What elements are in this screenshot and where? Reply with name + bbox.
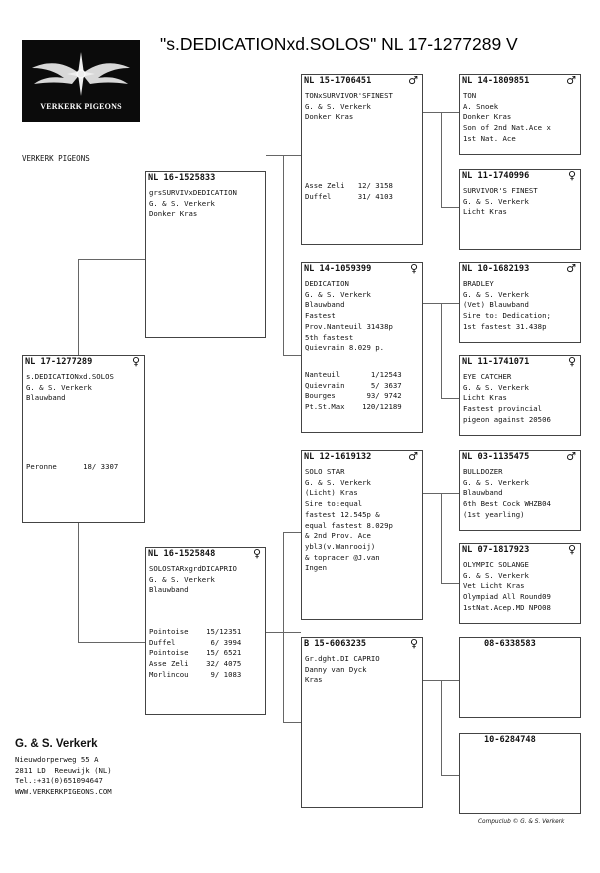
ring-number: B 15-6063235	[304, 639, 367, 649]
subject-card	[22, 355, 145, 523]
text-line: grsSURVIVxDEDICATION	[149, 188, 237, 197]
text-line: Ingen	[305, 563, 327, 573]
ring-number: NL 14-1059399	[304, 264, 372, 274]
connector	[441, 583, 459, 584]
text-line: SOLOSTARxgrdDICAPRIO	[149, 564, 237, 573]
text-line: Bourges 93/ 9742	[305, 391, 402, 401]
pigeon-details	[305, 654, 420, 686]
text-line: 1st fastest 31.438p	[463, 321, 547, 331]
text-line: G. & S. Verkerk	[149, 574, 215, 584]
connector	[441, 398, 459, 399]
text-line: Donker Kras	[149, 209, 198, 219]
text-line: Pointoise 15/ 6521	[149, 648, 242, 658]
connector	[78, 522, 79, 642]
race-results	[26, 462, 142, 473]
text-line: G. & S. Verkerk	[149, 198, 215, 208]
sex-icon: ♀	[567, 543, 576, 556]
card-header	[148, 173, 263, 183]
ggp-card	[459, 169, 581, 250]
breeder-phone: Tel.:+31(0)651094647	[15, 776, 103, 785]
connector	[283, 532, 284, 722]
ring-number: 10-6284748	[484, 735, 536, 745]
ring-number: NL 07-1817923	[462, 545, 530, 555]
text-line: A. Snoek	[463, 101, 499, 111]
card-header	[148, 549, 263, 559]
card-header	[462, 171, 578, 181]
text-line: SOLO STAR	[305, 467, 345, 476]
text-line: G. & S. Verkerk	[463, 382, 529, 392]
text-line: OLYMPIC SOLANGE	[463, 560, 529, 569]
text-line: Fastest	[305, 311, 336, 321]
race-results	[305, 181, 420, 202]
card-header	[462, 545, 578, 555]
connector	[78, 259, 79, 357]
text-line: ybl3(v.Wanrooij)	[305, 541, 376, 551]
text-line: G. & S. Verkerk	[463, 570, 529, 580]
text-line: Sire to: Dedication;	[463, 311, 551, 321]
breeder-address: Nieuwdorperweg 55 A	[15, 755, 99, 764]
ring-number: NL 15-1706451	[304, 76, 372, 86]
text-line: DEDICATION	[305, 279, 349, 288]
text-line: Donker Kras	[305, 112, 354, 122]
ggp-card	[459, 543, 581, 624]
text-line: Duffel 6/ 3994	[149, 637, 242, 647]
text-line: Quievrain 8.029 p.	[305, 343, 385, 353]
pigeon-details	[463, 467, 578, 521]
text-line: 5th fastest	[305, 332, 354, 342]
text-line: Pointoise 15/12351	[149, 627, 242, 636]
text-line: Sire to:equal	[305, 499, 363, 509]
text-line: G. & S. Verkerk	[463, 289, 529, 299]
card-header	[304, 452, 420, 462]
ring-number: NL 03-1135475	[462, 452, 530, 462]
text-line: Morlincou 9/ 1083	[149, 669, 242, 679]
loft-label: VERKERK PIGEONS	[22, 154, 90, 163]
card-header	[462, 452, 578, 462]
logo-text: VERKERK PIGEONS	[40, 102, 122, 111]
text-line: 6th Best Cock WHZB04	[463, 499, 551, 509]
pigeon-details	[463, 372, 578, 426]
text-line: fastest 12.545p &	[305, 509, 380, 519]
ggp-card	[459, 733, 581, 814]
card-header	[304, 639, 420, 649]
sex-icon: ♀	[409, 637, 418, 650]
pigeon-details	[463, 186, 578, 218]
footer-credit: Compuclub © G. & S. Verkerk	[478, 819, 565, 825]
card-header	[462, 76, 578, 86]
card-header	[304, 76, 420, 86]
pigeon-details	[463, 279, 578, 333]
text-line: Blauwband	[463, 488, 503, 498]
connector	[441, 207, 459, 208]
text-line: Peronne 18/ 3307	[26, 462, 119, 471]
pigeon-details	[149, 188, 263, 220]
text-line: Vet Licht Kras	[463, 581, 525, 591]
ggp-card	[459, 355, 581, 436]
race-results	[305, 370, 420, 413]
text-line: Licht Kras	[463, 393, 507, 403]
ring-number: NL 11-1741071	[462, 357, 530, 367]
connector	[78, 642, 145, 643]
breeder-name: G. & S. Verkerk	[15, 738, 98, 750]
sire-card	[145, 171, 266, 338]
ring-number: NL 16-1525833	[148, 173, 216, 183]
text-line: G. & S. Verkerk	[305, 289, 371, 299]
text-line: Danny van Dyck	[305, 664, 367, 674]
sex-icon: ♂	[566, 450, 576, 463]
ring-number: NL 17-1277289	[25, 357, 93, 367]
pigeon-details	[305, 91, 420, 123]
ring-number: NL 12-1619132	[304, 452, 372, 462]
ring-number: NL 11-1740996	[462, 171, 530, 181]
text-line: G. & S. Verkerk	[463, 477, 529, 487]
text-line: TONxSURVIVOR'SFINEST	[305, 91, 393, 100]
text-line: Olympiad All Round09	[463, 592, 551, 602]
sex-icon: ♀	[131, 355, 140, 368]
dam-sire-card	[301, 450, 423, 620]
card-header	[484, 735, 578, 745]
text-line: G. & S. Verkerk	[305, 477, 371, 487]
ring-number: NL 16-1525848	[148, 549, 216, 559]
card-header	[304, 264, 420, 274]
text-line: s.DEDICATIONxd.SOLOS	[26, 372, 114, 381]
pigeon-details	[463, 91, 578, 145]
connector	[283, 355, 301, 356]
connector	[441, 775, 459, 776]
text-line: 1stNat.Acep.MD NPO08	[463, 602, 551, 612]
ggp-card	[459, 74, 581, 155]
text-line: (Vet) Blauwband	[463, 300, 529, 310]
text-line: G. & S. Verkerk	[463, 196, 529, 206]
card-header	[462, 357, 578, 367]
page-title: "s.DEDICATIONxd.SOLOS" NL 17-1277289 V	[160, 34, 518, 54]
text-line: BRADLEY	[463, 279, 494, 288]
text-line: & 2nd Prov. Ace	[305, 531, 371, 541]
pigeon-details	[305, 279, 420, 354]
connector	[283, 155, 284, 355]
text-line: Quievrain 5/ 3637	[305, 380, 402, 390]
text-line: Pt.St.Max 120/12189	[305, 402, 402, 412]
text-line: Kras	[305, 675, 323, 685]
sex-icon: ♂	[408, 74, 418, 87]
card-header	[25, 357, 142, 367]
connector	[283, 532, 301, 533]
sire-sire-card	[301, 74, 423, 245]
text-line: EYE CATCHER	[463, 372, 512, 381]
sex-icon: ♀	[409, 262, 418, 275]
ggp-card	[459, 262, 581, 343]
sex-icon: ♂	[566, 262, 576, 275]
text-line: equal fastest 8.029p	[305, 520, 393, 530]
sire-dam-card	[301, 262, 423, 433]
breeder-city: 2811 LD Reeuwijk (NL)	[15, 765, 112, 775]
card-header	[484, 639, 578, 649]
pigeon-details	[26, 372, 142, 404]
card-header	[462, 264, 578, 274]
connector	[441, 680, 442, 775]
sex-icon: ♀	[567, 355, 576, 368]
text-line: 1st Nat. Ace	[463, 133, 516, 143]
ring-number: NL 14-1809851	[462, 76, 530, 86]
sex-icon: ♂	[408, 450, 418, 463]
text-line: Nanteuil 1/12543	[305, 370, 402, 379]
text-line: G. & S. Verkerk	[305, 101, 371, 111]
pigeon-details	[305, 467, 420, 574]
text-line: & topracer @J.van	[305, 552, 380, 562]
text-line: Asse Zeli 32/ 4075	[149, 659, 242, 669]
breeder-website[interactable]: WWW.VERKERKPIGEONS.COM	[15, 786, 112, 796]
logo	[22, 40, 140, 122]
text-line: Duffel 31/ 4103	[305, 191, 393, 201]
text-line: Blauwband	[305, 300, 345, 310]
ggp-card	[459, 450, 581, 531]
pigeon-details	[463, 560, 578, 614]
text-line: Blauwband	[26, 393, 66, 403]
text-line: Son of 2nd Nat.Ace x	[463, 123, 551, 133]
text-line: Fastest provincial	[463, 404, 543, 414]
text-line: Donker Kras	[463, 112, 512, 122]
sex-icon: ♂	[566, 74, 576, 87]
text-line: BULLDOZER	[463, 467, 503, 476]
text-line: TON	[463, 91, 477, 100]
ring-number: NL 10-1682193	[462, 264, 530, 274]
dam-dam-card	[301, 637, 423, 808]
pigeon-details	[149, 564, 263, 596]
connector	[441, 493, 442, 583]
text-line: Prov.Nanteuil 31438p	[305, 321, 393, 331]
sex-icon: ♀	[567, 169, 576, 182]
text-line: Gr.dght.DI CAPRIO	[305, 654, 380, 663]
connector	[78, 259, 145, 260]
text-line: Blauwband	[149, 585, 189, 595]
text-line: (Licht) Kras	[305, 488, 358, 498]
dam-card	[145, 547, 266, 715]
text-line: G. & S. Verkerk	[26, 382, 92, 392]
race-results	[149, 627, 263, 681]
text-line: (1st yearling)	[463, 509, 525, 519]
text-line: Asse Zeli 12/ 3158	[305, 181, 393, 190]
connector	[441, 112, 442, 207]
sex-icon: ♀	[252, 547, 261, 560]
text-line: SURVIVOR'S FINEST	[463, 186, 538, 195]
ggp-card	[459, 637, 581, 718]
ring-number: 08-6338583	[484, 639, 536, 649]
text-line: pigeon against 20506	[463, 414, 551, 424]
text-line: Licht Kras	[463, 207, 507, 217]
connector	[441, 303, 442, 398]
breeder-info	[15, 738, 112, 797]
connector	[283, 722, 301, 723]
